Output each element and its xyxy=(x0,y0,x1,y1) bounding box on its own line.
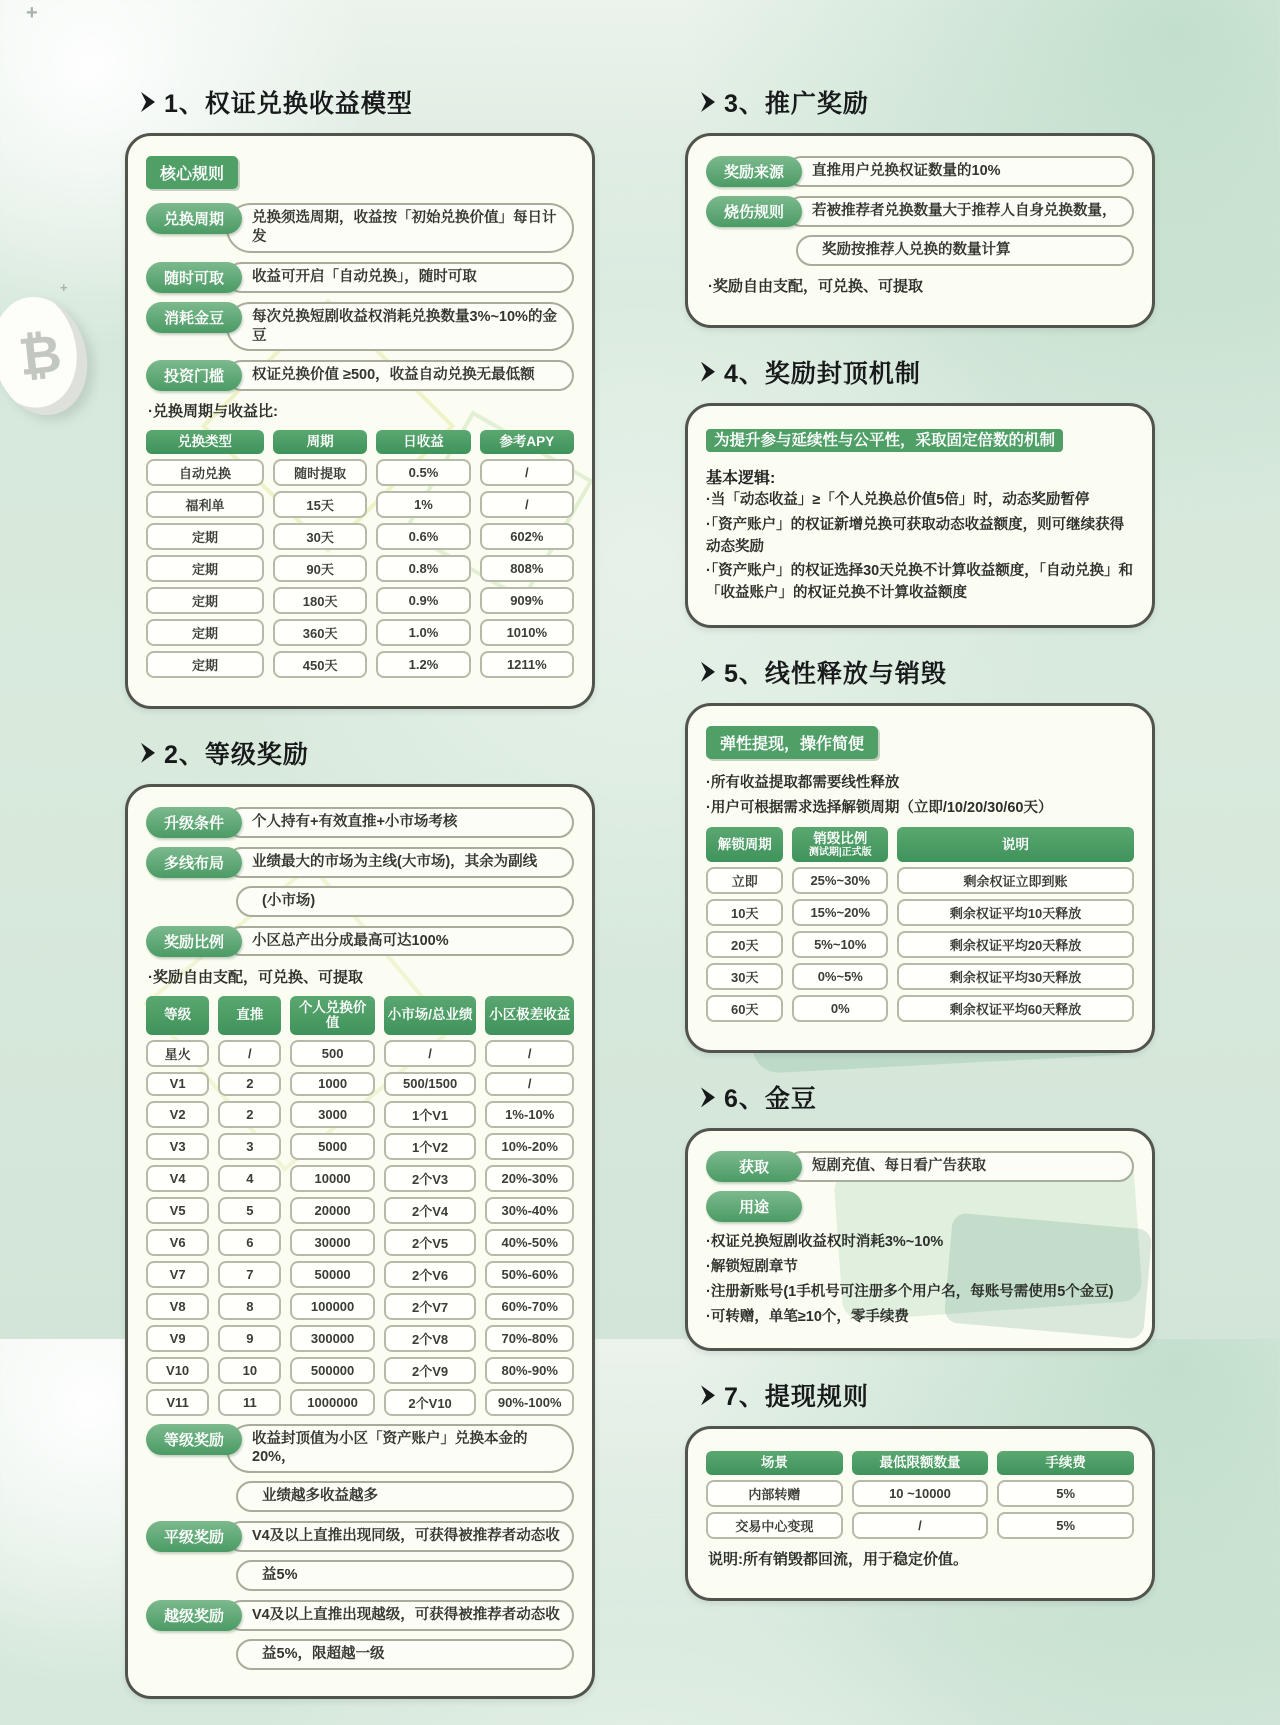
table-cell: 50%-60% xyxy=(485,1261,574,1288)
table-cell: 0.9% xyxy=(376,587,470,614)
rule-label-pill: 奖励来源 xyxy=(706,156,802,187)
rule-content-pill: 小区总产出分成最高可达100% xyxy=(226,926,574,957)
table-cell: 2个V5 xyxy=(384,1229,477,1256)
table-cell: / xyxy=(485,1072,574,1096)
table-cell: 2个V4 xyxy=(384,1197,477,1224)
table-header-cell: 兑换类型 xyxy=(146,430,264,454)
table-header-cell: 小市场/总业绩 xyxy=(384,996,477,1035)
table-cell: 0.5% xyxy=(376,459,470,486)
table-cell: 90%-100% xyxy=(485,1389,574,1416)
rule-content-pill: 业绩最大的市场为主线(大市场)，其余为副线 xyxy=(226,847,574,878)
table-cell: V2 xyxy=(146,1101,209,1128)
rule-row xyxy=(146,360,574,391)
section1-header xyxy=(141,84,595,120)
table-cell: 立即 xyxy=(706,867,783,894)
section2-card xyxy=(125,784,595,1699)
table-cell: 30天 xyxy=(273,523,367,550)
rule-content-pill: 益5% xyxy=(236,1560,574,1591)
table-header-cell: 直推 xyxy=(218,996,281,1035)
arrow-right-icon xyxy=(701,1385,715,1405)
table-cell: / xyxy=(218,1040,281,1067)
rule-content-pill: 权证兑换价值 ≥500，收益自动兑换无最低额 xyxy=(226,360,574,391)
rule-content-pill: 收益封顶值为小区「资产账户」兑换本金的20%， xyxy=(226,1424,574,1474)
s3-rules xyxy=(706,156,1134,266)
rule-row xyxy=(146,203,574,253)
rule-label-pill: 等级奖励 xyxy=(146,1424,242,1455)
rule-content-lines xyxy=(242,302,574,352)
table-cell: 0%~5% xyxy=(792,963,888,990)
withdraw-rules-table xyxy=(706,1451,1134,1539)
rule-row xyxy=(706,1151,1134,1182)
table-cell: 2 xyxy=(218,1072,281,1096)
table-cell: 5000 xyxy=(290,1133,374,1160)
rule-content-lines xyxy=(242,926,574,957)
table-cell: 300000 xyxy=(290,1325,374,1352)
table-cell: 剩余权证平均60天释放 xyxy=(897,995,1134,1022)
table-cell: V1 xyxy=(146,1072,209,1096)
table-cell: 2 xyxy=(218,1101,281,1128)
table-cell: V6 xyxy=(146,1229,209,1256)
rule-label-pill: 平级奖励 xyxy=(146,1521,242,1552)
rule-content-pill: 奖励按推荐人兑换的数量计算 xyxy=(796,235,1134,266)
table-header-cell: 个人兑换价值 xyxy=(290,996,374,1035)
table-cell: / xyxy=(852,1512,989,1539)
s5-badge: 弹性提现，操作简便 xyxy=(706,726,878,759)
table-cell: 定期 xyxy=(146,619,264,646)
table-cell: 交易中心变现 xyxy=(706,1512,843,1539)
rule-content-pill: 收益可开启「自动兑换」，随时可取 xyxy=(226,262,574,293)
rule-row xyxy=(146,1521,574,1591)
table-cell: 2个V9 xyxy=(384,1357,477,1384)
table-cell: 7 xyxy=(218,1261,281,1288)
table-cell: 1%-10% xyxy=(485,1101,574,1128)
s1-rules xyxy=(146,203,574,391)
table-cell: 180天 xyxy=(273,587,367,614)
table-cell: 500000 xyxy=(290,1357,374,1384)
rule-label-pill: 多线布局 xyxy=(146,847,242,878)
table-header-cell xyxy=(792,827,888,862)
rule-content-pill: 若被推荐者兑换数量大于推荐人自身兑换数量， xyxy=(786,196,1134,227)
table-cell: / xyxy=(485,1040,574,1067)
table-cell: V11 xyxy=(146,1389,209,1416)
rule-row xyxy=(706,156,1134,187)
rule-label-pill: 随时可取 xyxy=(146,262,242,293)
rule-content-lines xyxy=(802,1151,1134,1182)
section3-header xyxy=(701,84,1155,120)
s1-note: ·兑换周期与收益比: xyxy=(148,403,278,421)
rule-row xyxy=(706,196,1134,266)
table-cell: 25%~30% xyxy=(792,867,888,894)
arrow-right-icon xyxy=(701,1087,715,1107)
header-sub: 测试期|正式版 xyxy=(808,846,872,858)
table-cell: 10000 xyxy=(290,1165,374,1192)
rule-row xyxy=(146,262,574,293)
table-cell: 20天 xyxy=(706,931,783,958)
rule-content-pill: 个人持有+有效直推+小市场考核 xyxy=(226,807,574,838)
table-cell: 自动兑换 xyxy=(146,459,264,486)
section5-card xyxy=(685,703,1155,1054)
table-cell: 1个V1 xyxy=(384,1101,477,1128)
table-header-cell: 周期 xyxy=(273,430,367,454)
rule-row xyxy=(146,1424,574,1513)
table-cell: V10 xyxy=(146,1357,209,1384)
table-cell: V5 xyxy=(146,1197,209,1224)
table-cell: 福利单 xyxy=(146,491,264,518)
unlock-period-table xyxy=(706,827,1134,1022)
table-cell: 808% xyxy=(480,555,574,582)
exchange-period-table xyxy=(146,430,574,678)
table-cell: 剩余权证平均20天释放 xyxy=(897,931,1134,958)
rule-content-pill: 业绩越多收益越多 xyxy=(236,1481,574,1512)
rule-label-pill: 烧伤规则 xyxy=(706,196,802,227)
table-cell: 5%~10% xyxy=(792,931,888,958)
right-column xyxy=(685,84,1155,1725)
table-cell: 60天 xyxy=(706,995,783,1022)
s2-bottom-rules xyxy=(146,1424,574,1670)
table-header-cell xyxy=(706,827,783,862)
rule-row xyxy=(146,807,574,838)
table-cell: 5 xyxy=(218,1197,281,1224)
bullet-line: ·「资产账户」的权证新增兑换可获取动态收益额度，则可继续获得动态奖励 xyxy=(706,516,1125,555)
section3-title: 3、推广奖励 xyxy=(724,90,869,118)
rule-label-pill: 获取 xyxy=(706,1151,802,1182)
sparkle-icon: + xyxy=(60,280,68,295)
rule-label-pill: 消耗金豆 xyxy=(146,302,242,333)
section1-card xyxy=(125,133,595,709)
table-cell: 500/1500 xyxy=(384,1072,477,1096)
rule-content-pill: V4及以上直推出现同级，可获得被推荐者动态收 xyxy=(226,1521,574,1552)
table-cell: 2个V6 xyxy=(384,1261,477,1288)
table-cell: V3 xyxy=(146,1133,209,1160)
bullet-line: ·权证兑换短剧收益权时消耗3%~10% xyxy=(706,1234,944,1251)
bullet-line: ·所有收益提取都需要线性释放 xyxy=(706,774,900,791)
rule-content-lines xyxy=(802,196,1134,266)
table-cell: 20000 xyxy=(290,1197,374,1224)
table-header-cell xyxy=(897,827,1134,862)
table-cell: 60%-70% xyxy=(485,1293,574,1320)
rule-row xyxy=(706,1191,1134,1224)
table-cell: 1.2% xyxy=(376,651,470,678)
table-cell: V7 xyxy=(146,1261,209,1288)
table-cell: 1000000 xyxy=(290,1389,374,1416)
bullet-line: ·可转赠，单笔≥10个，零手续费 xyxy=(706,1308,909,1325)
rule-label-pill: 兑换周期 xyxy=(146,203,242,234)
table-cell: 1010% xyxy=(480,619,574,646)
rule-content-pill: 兑换须选周期，收益按「初始兑换价值」每日计发 xyxy=(226,203,574,253)
table-cell: 15%~20% xyxy=(792,899,888,926)
arrow-right-icon xyxy=(701,92,715,112)
section4-header xyxy=(701,354,1155,390)
table-cell: 11 xyxy=(218,1389,281,1416)
table-cell: 30%-40% xyxy=(485,1197,574,1224)
table-cell: 6 xyxy=(218,1229,281,1256)
rule-content-pill: 直推用户兑换权证数量的10% xyxy=(786,156,1134,187)
header-main: 说明 xyxy=(1002,837,1030,853)
rule-label-pill: 用途 xyxy=(706,1191,802,1222)
rule-row xyxy=(146,302,574,352)
table-cell: 10 xyxy=(218,1357,281,1384)
section4-card xyxy=(685,403,1155,628)
table-cell: 360天 xyxy=(273,619,367,646)
table-cell: 1% xyxy=(376,491,470,518)
table-cell: 2个V7 xyxy=(384,1293,477,1320)
section3-card xyxy=(685,133,1155,328)
table-cell: 602% xyxy=(480,523,574,550)
section6-card xyxy=(685,1128,1155,1351)
table-cell: 30000 xyxy=(290,1229,374,1256)
rule-content-lines xyxy=(242,203,574,253)
table-cell: 70%-80% xyxy=(485,1325,574,1352)
table-header-cell: 参考APY xyxy=(480,430,574,454)
rule-label-pill: 升级条件 xyxy=(146,807,242,838)
table-cell: 80%-90% xyxy=(485,1357,574,1384)
table-cell: 0.8% xyxy=(376,555,470,582)
arrow-right-icon xyxy=(141,92,155,112)
sparkle-icon: + xyxy=(26,2,38,24)
rule-content-lines xyxy=(802,156,1134,187)
bullet-line: ·注册新账号(1手机号可注册多个用户名，每账号需使用5个金豆) xyxy=(706,1283,1114,1300)
table-cell: 8 xyxy=(218,1293,281,1320)
table-cell: 定期 xyxy=(146,587,264,614)
table-cell: / xyxy=(384,1040,477,1067)
table-header-cell: 手续费 xyxy=(997,1451,1134,1475)
table-cell: 1.0% xyxy=(376,619,470,646)
arrow-right-icon xyxy=(141,743,155,763)
table-cell: 定期 xyxy=(146,651,264,678)
rule-label-pill: 越级奖励 xyxy=(146,1600,242,1631)
table-header-cell: 小区极差收益 xyxy=(485,996,574,1035)
rule-content-lines xyxy=(242,807,574,838)
arrow-right-icon xyxy=(701,662,715,682)
table-cell: 定期 xyxy=(146,555,264,582)
table-cell: 1个V2 xyxy=(384,1133,477,1160)
table-cell: 1000 xyxy=(290,1072,374,1096)
rule-content-lines xyxy=(242,1424,574,1513)
core-rules-badge: 核心规则 xyxy=(146,156,238,189)
table-cell: 909% xyxy=(480,587,574,614)
s4-bullets xyxy=(706,490,1134,605)
table-header-cell: 场景 xyxy=(706,1451,843,1475)
bullet-line: ·「资产账户」的权证选择30天兑换不计算收益额度，「自动兑换」和「收益账户」的权证兑换不计算收益额度 xyxy=(706,563,1133,602)
bitcoin-coin-icon: ₿ xyxy=(0,286,101,427)
table-cell: 内部转赠 xyxy=(706,1480,843,1507)
table-cell: V4 xyxy=(146,1165,209,1192)
section2-header xyxy=(141,735,595,771)
arrow-right-icon xyxy=(701,362,715,382)
rule-row xyxy=(146,926,574,957)
rule-content-lines xyxy=(242,262,574,293)
table-cell: 500 xyxy=(290,1040,374,1067)
section7-header xyxy=(701,1377,1155,1413)
left-column xyxy=(125,84,595,1725)
table-cell: 10 ~10000 xyxy=(852,1480,989,1507)
table-cell: 15天 xyxy=(273,491,367,518)
header-main: 解锁周期 xyxy=(717,837,772,853)
table-cell: 2个V10 xyxy=(384,1389,477,1416)
s2-note: ·奖励自由支配，可兑换、可提取 xyxy=(148,968,363,986)
rule-content-lines xyxy=(242,1600,574,1670)
table-cell: V8 xyxy=(146,1293,209,1320)
bullet-line: ·解锁短剧章节 xyxy=(706,1259,798,1276)
table-cell: 30天 xyxy=(706,963,783,990)
section1-title: 1、权证兑换收益模型 xyxy=(164,90,413,118)
bullet-line: ·当「动态收益」≥「个人兑换总价值5倍」时，动态奖励暂停 xyxy=(706,492,1090,509)
table-cell: 2个V8 xyxy=(384,1325,477,1352)
table-cell: 100000 xyxy=(290,1293,374,1320)
section7-card xyxy=(685,1426,1155,1601)
rule-content-pill: 益5%，限超越一级 xyxy=(236,1639,574,1670)
table-cell: 剩余权证平均10天释放 xyxy=(897,899,1134,926)
table-cell: 20%-30% xyxy=(485,1165,574,1192)
table-cell: 4 xyxy=(218,1165,281,1192)
section5-title: 5、线性释放与销毁 xyxy=(724,659,947,688)
section2-title: 2、等级奖励 xyxy=(164,740,309,769)
table-cell: 40%-50% xyxy=(485,1229,574,1256)
table-cell: 50000 xyxy=(290,1261,374,1288)
s4-highlight: 为提升参与延续性与公平性，采取固定倍数的机制 xyxy=(706,429,1063,452)
table-cell: 定期 xyxy=(146,523,264,550)
s5-bullets xyxy=(706,773,1134,820)
table-cell: 10%-20% xyxy=(485,1133,574,1160)
rule-content-lines xyxy=(242,360,574,391)
table-header-cell: 最低限额数量 xyxy=(852,1451,989,1475)
s7-note: 说明:所有销毁都回流，用于稳定价值。 xyxy=(708,1550,968,1568)
rule-content-pill: 短剧充值、每日看广告获取 xyxy=(786,1151,1134,1182)
table-cell: 10天 xyxy=(706,899,783,926)
s6-bullets xyxy=(706,1232,1134,1328)
rule-label-pill: 奖励比例 xyxy=(146,926,242,957)
s4-subtitle: 基本逻辑: xyxy=(706,470,776,488)
table-header-cell: 等级 xyxy=(146,996,209,1035)
table-cell: / xyxy=(480,491,574,518)
rule-row xyxy=(146,1600,574,1670)
section6-title: 6、金豆 xyxy=(724,1085,817,1114)
table-cell: 5% xyxy=(997,1512,1134,1539)
table-header-cell: 日收益 xyxy=(376,430,470,454)
table-cell: 450天 xyxy=(273,651,367,678)
section6-header xyxy=(701,1079,1155,1115)
s2-rules xyxy=(146,807,574,957)
table-cell: 0.6% xyxy=(376,523,470,550)
rule-content-lines xyxy=(242,1521,574,1591)
table-cell: 剩余权证平均30天释放 xyxy=(897,963,1134,990)
table-cell: 3000 xyxy=(290,1101,374,1128)
table-cell: 5% xyxy=(997,1480,1134,1507)
section7-title: 7、提现规则 xyxy=(724,1383,869,1412)
table-cell: / xyxy=(480,459,574,486)
table-cell: V9 xyxy=(146,1325,209,1352)
table-cell: 星火 xyxy=(146,1040,209,1067)
table-cell: 3 xyxy=(218,1133,281,1160)
level-table xyxy=(146,996,574,1416)
table-cell: 1211% xyxy=(480,651,574,678)
table-cell: 90天 xyxy=(273,555,367,582)
table-cell: 0% xyxy=(792,995,888,1022)
rule-content-pill: V4及以上直推出现越级，可获得被推荐者动态收 xyxy=(226,1600,574,1631)
s6-rules xyxy=(706,1151,1134,1224)
section4-title: 4、奖励封顶机制 xyxy=(724,359,921,388)
section5-header xyxy=(701,654,1155,690)
rule-content-pill: (小市场) xyxy=(236,886,574,917)
s3-note: ·奖励自由支配，可兑换、可提取 xyxy=(708,277,923,295)
table-cell: 剩余权证立即到账 xyxy=(897,867,1134,894)
header-main: 销毁比例 xyxy=(813,831,868,847)
rule-content-pill: 每次兑换短剧收益权消耗兑换数量3%~10%的金豆 xyxy=(226,302,574,352)
table-cell: 随时提取 xyxy=(273,459,367,486)
bullet-line: ·用户可根据需求选择解锁周期（立即/10/20/30/60天） xyxy=(706,799,1053,816)
rule-label-pill: 投资门槛 xyxy=(146,360,242,391)
table-cell: 2个V3 xyxy=(384,1165,477,1192)
rule-content-lines xyxy=(242,847,574,917)
rule-row xyxy=(146,847,574,917)
table-cell: 9 xyxy=(218,1325,281,1352)
